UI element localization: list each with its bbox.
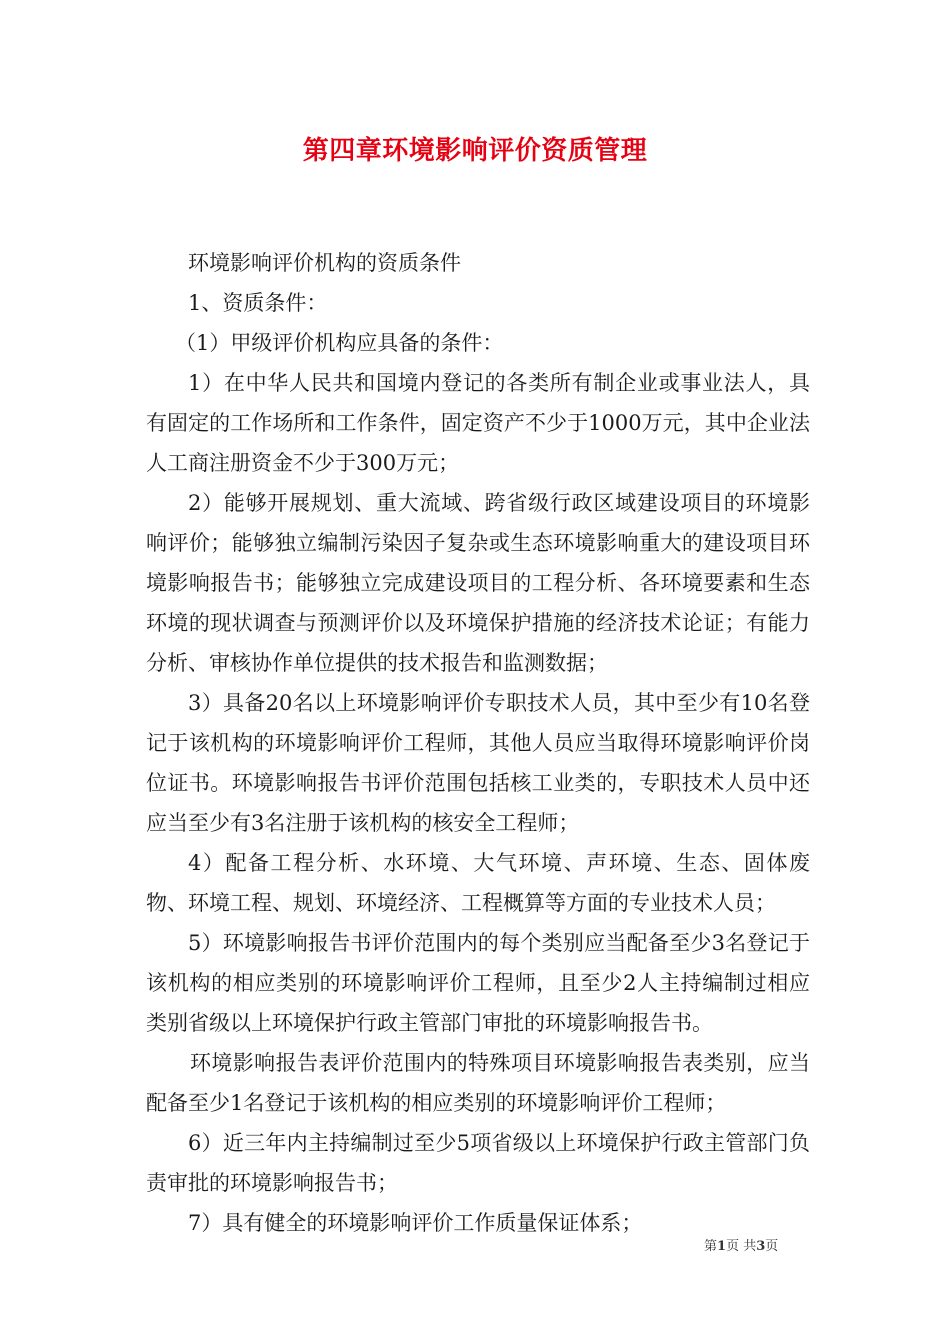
condition-item-1: 1）在中华人民共和国境内登记的各类所有制企业或事业法人，具有固定的工作场所和工作条件，固定资产不少于1000万元，其中企业法人工商注册资金不少于300万元； bbox=[146, 371, 810, 475]
subsection-heading: 1、资质条件： bbox=[188, 291, 328, 315]
document-body bbox=[146, 243, 810, 1243]
footer-suffix: 页 bbox=[765, 1239, 779, 1254]
page-footer bbox=[704, 1238, 778, 1256]
footer-page-number: 1 bbox=[717, 1239, 727, 1254]
condition-item-4: 4）配备工程分析、水环境、大气环境、声环境、生态、固体废物、环境工程、规划、环境经济、工程概算等方面的专业技术人员； bbox=[146, 851, 810, 915]
condition-item-6: 6）近三年内主持编制过至少5项省级以上环境保护行政主管部门负责审批的环境影响报告书； bbox=[146, 1131, 810, 1195]
condition-item-5-note: 环境影响报告表评价范围内的特殊项目环境影响报告表类别，应当配备至少1名登记于该机构的相应类别的环境影响评价工程师； bbox=[146, 1051, 810, 1115]
condition-item-7: 7）具有健全的环境影响评价工作质量保证体系； bbox=[188, 1211, 643, 1235]
grade-a-heading: （1）甲级评价机构应具备的条件： bbox=[175, 331, 504, 355]
footer-prefix: 第 bbox=[704, 1239, 718, 1254]
section-heading: 环境影响评价机构的资质条件 bbox=[188, 251, 461, 275]
condition-item-3: 3）具备20名以上环境影响评价专职技术人员，其中至少有10名登记于该机构的环境影响评价工程师，其他人员应当取得环境影响评价岗位证书。环境影响报告书评价范围包括核工业类的，专职技术人员中还应当至少有3名注册于该机构的核安全工程师； bbox=[146, 691, 810, 835]
condition-item-5: 5）环境影响报告书评价范围内的每个类别应当配备至少3名登记于该机构的相应类别的环境影响评价工程师，且至少2人主持编制过相应类别省级以上环境保护行政主管部门审批的环境影响报告书。 bbox=[146, 931, 810, 1035]
footer-middle: 页 共 bbox=[726, 1239, 757, 1254]
footer-total-pages: 3 bbox=[756, 1239, 766, 1254]
condition-item-2: 2）能够开展规划、重大流域、跨省级行政区域建设项目的环境影响评价；能够独立编制污染因子复杂或生态环境影响重大的建设项目环境影响报告书；能够独立完成建设项目的工程分析、各环境要素和生态环境的现状调查与预测评价以及环境保护措施的经济技术论证；有能力分析、审核协作单位提供的技术报告和监测数据； bbox=[146, 491, 810, 675]
document-title: 第四章环境影响评价资质管理 bbox=[302, 136, 648, 166]
